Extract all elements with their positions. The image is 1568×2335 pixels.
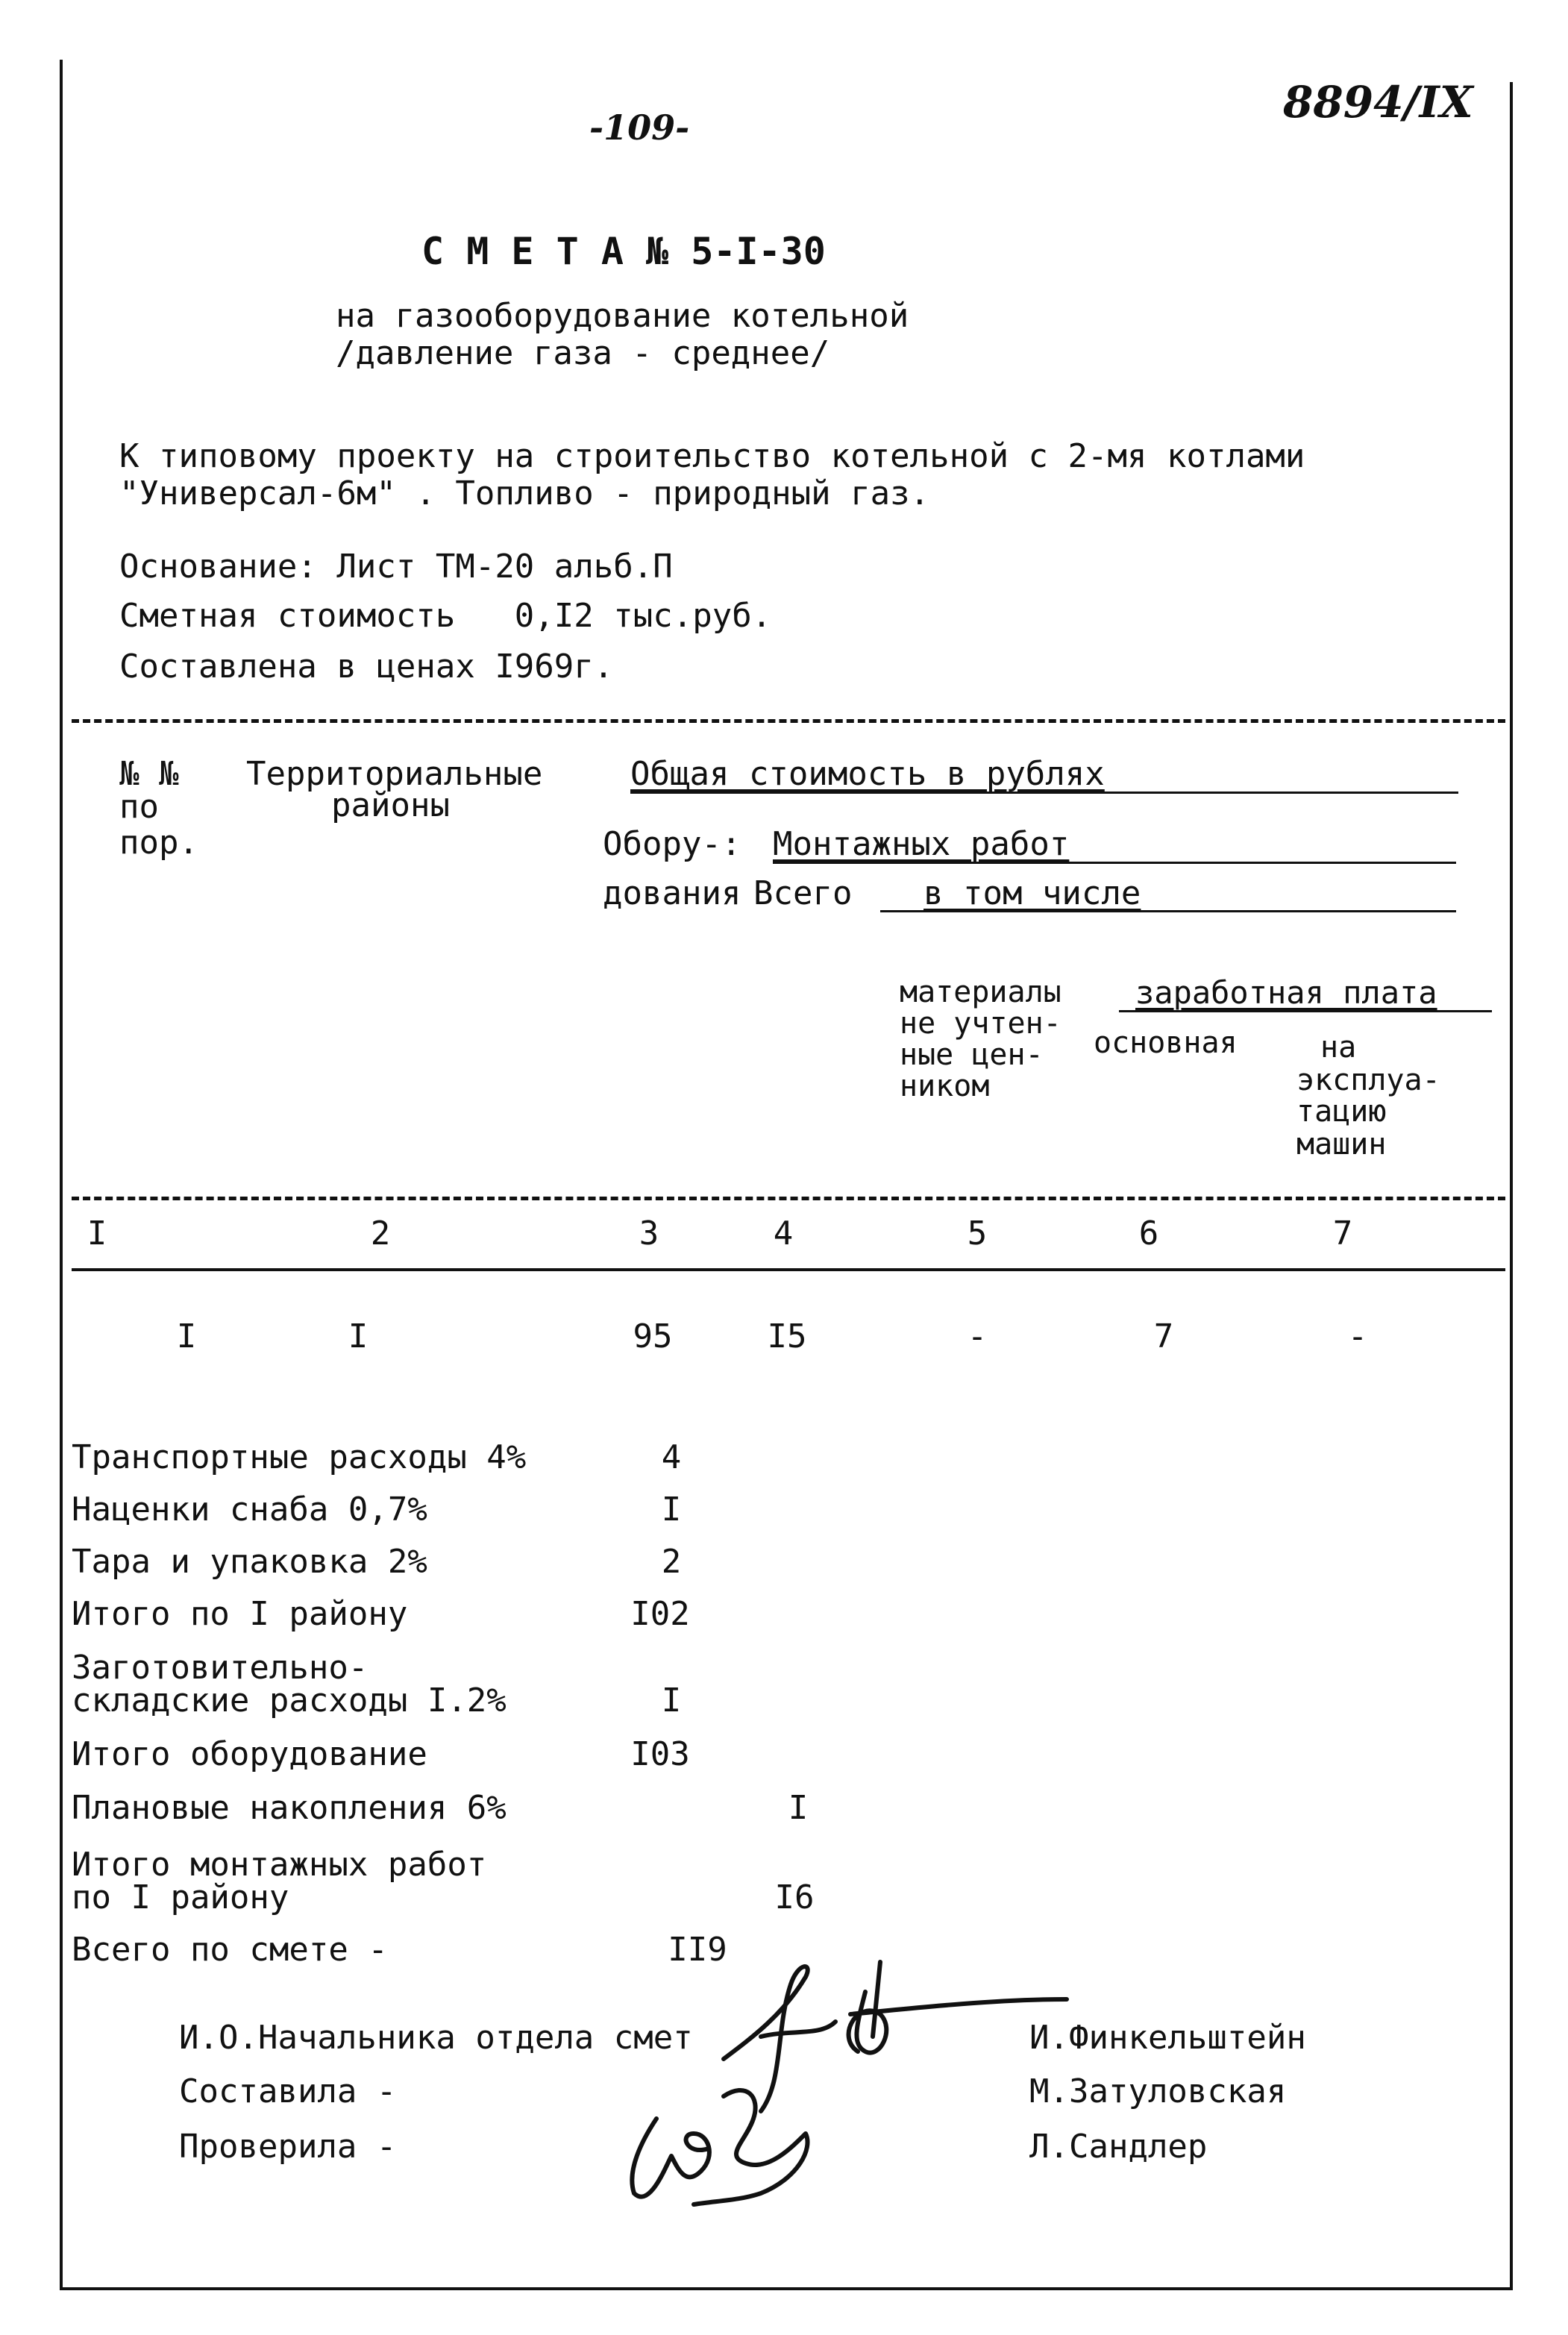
data-cell: 95: [633, 1317, 673, 1355]
title-line-1: на газооборудование котельной: [336, 297, 909, 335]
page-frame-right: [1510, 82, 1513, 2290]
header-num-3: пор.: [119, 824, 198, 862]
summary-label: Всего по смете -: [72, 1931, 388, 1969]
col-number: 4: [773, 1214, 794, 1253]
summary-value: I: [788, 1789, 809, 1827]
signature-role: Проверила -: [179, 2128, 397, 2166]
col-number: 7: [1332, 1214, 1353, 1253]
col-number: I: [87, 1214, 107, 1253]
data-cell: -: [1347, 1317, 1368, 1355]
prices-line: Составлена в ценах I969г.: [119, 648, 614, 686]
handwritten-signature: [612, 1947, 1074, 2216]
including-rule: [880, 910, 1456, 912]
document-title: С М Е Т А № 5-I-30: [421, 230, 826, 273]
summary-value: I: [661, 1491, 682, 1529]
header-equip-2: дования: [603, 874, 741, 912]
basis-line: Основание: Лист ТМ-20 альб.П: [119, 548, 673, 586]
col-number: 3: [639, 1214, 659, 1253]
summary-value: I6: [774, 1878, 815, 1916]
header-materials-3: ные цен-: [900, 1038, 1044, 1072]
header-machines-2: эксплуа-: [1296, 1063, 1440, 1097]
signature-role: И.О.Начальника отдела смет: [179, 2019, 693, 2057]
summary-value: 2: [661, 1543, 682, 1581]
header-materials-1: материалы: [900, 975, 1061, 1009]
data-cell: I5: [767, 1317, 807, 1355]
intro-line-2: "Универсал-6м" . Топливо - природный газ.: [119, 474, 930, 513]
summary-label: Транспортные расходы 4%: [72, 1438, 527, 1476]
header-machines-4: машин: [1296, 1127, 1387, 1162]
header-region-2: районы: [331, 786, 450, 824]
total-cost-rule: [630, 792, 1458, 794]
title-line-2: /давление газа - среднее/: [336, 334, 830, 372]
header-materials-4: ником: [900, 1069, 990, 1103]
summary-label: Итого монтажных работ: [72, 1846, 487, 1884]
divider-columns: [72, 1268, 1505, 1271]
header-total-cost: Общая стоимость в рублях: [630, 755, 1105, 793]
header-num-2: по: [119, 788, 159, 826]
signature-name: Л.Сандлер: [1029, 2128, 1208, 2166]
data-cell: -: [967, 1317, 988, 1355]
header-basic: основная: [1094, 1026, 1238, 1060]
header-materials-2: не учтен-: [900, 1006, 1061, 1041]
summary-label: Наценки снаба 0,7%: [72, 1491, 427, 1529]
page-frame-bottom: [60, 2287, 1513, 2290]
data-cell: I: [176, 1317, 197, 1355]
summary-value: I: [661, 1681, 682, 1720]
header-machines-1: на: [1320, 1030, 1357, 1065]
header-including: в том числе: [923, 874, 1141, 912]
signature-name: И.Финкельштейн: [1029, 2019, 1306, 2057]
col-number: 5: [967, 1214, 988, 1253]
summary-label: Итого по I району: [72, 1595, 408, 1633]
summary-value: II9: [668, 1931, 727, 1969]
divider-top: [72, 719, 1505, 723]
install-rule: [773, 862, 1456, 864]
summary-label: Тара и упаковка 2%: [72, 1543, 427, 1581]
archive-number: 8894/IX: [1283, 77, 1473, 128]
page-number: -109-: [589, 107, 690, 148]
header-equip-1: Обору-:: [603, 825, 741, 863]
cost-line: Сметная стоимость 0,I2 тыс.руб.: [119, 597, 772, 635]
data-cell: I: [348, 1317, 369, 1355]
divider-header: [72, 1197, 1505, 1200]
summary-label-cont: складские расходы I.2%: [72, 1681, 507, 1720]
summary-label-cont: по I району: [72, 1878, 289, 1916]
signature-name: М.Затуловская: [1029, 2072, 1287, 2110]
page-frame-left: [60, 60, 63, 2290]
header-machines-3: тацию: [1296, 1094, 1387, 1129]
col-number: 6: [1138, 1214, 1159, 1253]
summary-value: I03: [630, 1735, 690, 1773]
col-number: 2: [370, 1214, 391, 1253]
summary-label: Плановые накопления 6%: [72, 1789, 507, 1827]
summary-value: I02: [630, 1595, 690, 1633]
header-region-1: Территориальные: [246, 755, 543, 793]
intro-line-1: К типовому проекту на строительство котельной с 2-мя котлами: [119, 437, 1305, 475]
summary-label: Итого оборудование: [72, 1735, 427, 1773]
header-num-1: № №: [119, 755, 179, 793]
summary-label: Заготовительно-: [72, 1649, 369, 1687]
header-install: Монтажных работ: [773, 825, 1070, 863]
header-wages: заработная плата: [1135, 974, 1437, 1011]
signature-role: Составила -: [179, 2072, 397, 2110]
data-cell: 7: [1153, 1317, 1174, 1355]
wages-rule: [1119, 1010, 1492, 1012]
header-all: Всего: [753, 874, 853, 912]
summary-value: 4: [661, 1438, 682, 1476]
